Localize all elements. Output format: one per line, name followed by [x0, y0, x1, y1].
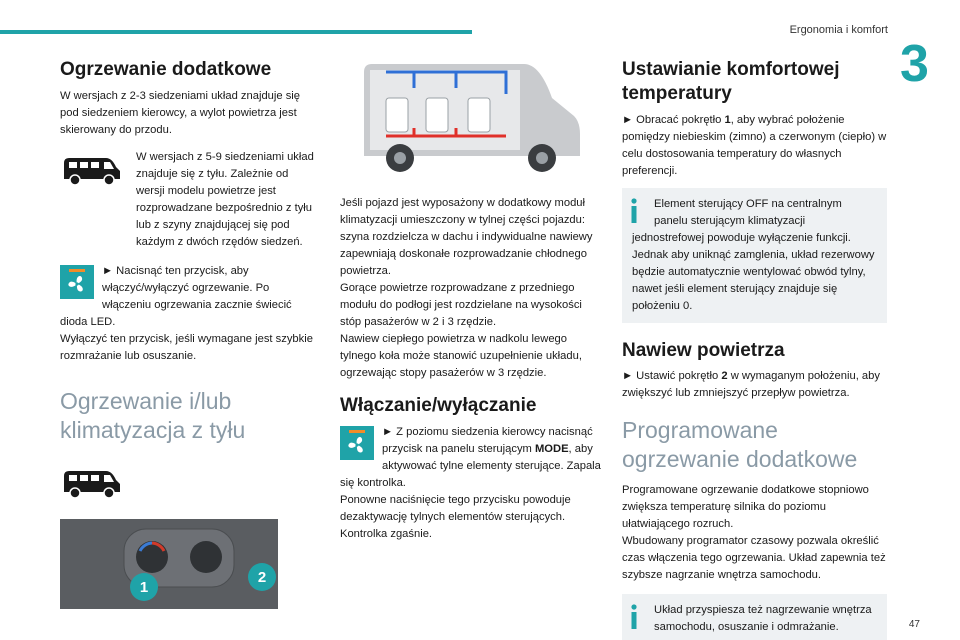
- paragraph: Wyłączyć ten przycisk, jeśli wymagane jest szybkie rozmrażanie lub osuszanie.: [60, 332, 313, 362]
- van-icon: [60, 466, 122, 500]
- header-accent-bar: [0, 30, 472, 34]
- info-icon: [630, 198, 638, 224]
- note-text: Element sterujący OFF na centralnym panelu sterującym klimatyzacji: [654, 197, 842, 227]
- control-panel-image: [60, 519, 278, 609]
- paragraph: Gorące powietrze rozprowadzane z przedniego modułu do podłogi jest rozdzielane na wysokości stóp pasażerów w 2 i 3 rzędzie.: [340, 282, 582, 328]
- paragraph: Programowane ogrzewanie dodatkowe stopniowo zwiększa temperaturę silnika do poziomu ułatwiającego rozruch.: [622, 483, 869, 530]
- info-note: [622, 594, 887, 640]
- fan-icon: [340, 426, 374, 460]
- van-note: [60, 149, 318, 251]
- heading-air-flow: Nawiew powietrza: [622, 339, 785, 361]
- info-note: [622, 188, 887, 323]
- note-text: Układ przyspiesza też nagrzewanie wnętrza samochodu, osuszanie i odmrażanie.: [654, 603, 872, 633]
- note-text: jednostrefowej powoduje wyłączenie funkcji. Jednak aby uniknąć zamglenia, układ rezerwowy będzie automatycznie wentylować obwód tylny, nawet jeśli element sterujący znajduje się położeniu 0.: [632, 231, 875, 312]
- paragraph: Jeśli pojazd jest wyposażony w dodatkowy moduł klimatyzacji umieszczony w tylnej części pojazdu: szyna rozdzielcza w dachu i indywidualne nawiewy zapewniają doskonałe rozprowadzanie chłodnego powietrza.: [340, 197, 593, 277]
- heading-auxiliary-heating: Ogrzewanie dodatkowe: [60, 59, 272, 80]
- fan-instruction: [340, 424, 602, 492]
- paragraph: Wbudowany programator czasowy pozwala określić czas włączenia tego ogrzewania. Układ zapewnia też szybsze nagrzanie wnętrza samochodu.: [622, 534, 886, 581]
- panel-label-2: 2: [257, 569, 267, 587]
- van-airflow-image: [356, 58, 584, 178]
- fan-icon: [60, 265, 94, 299]
- paragraph: ► Ustawić pokrętło 2 w wymaganym położeniu, aby zwiększyć lub zmniejszyć przepływ powietrza.: [622, 370, 880, 400]
- paragraph: ► Z poziomu siedzenia kierowcy nacisnąć przycisk na panelu sterującym MODE, aby aktywować tylne elementy sterujące. Zapala się kontrolka.: [340, 425, 601, 489]
- column-3: [622, 58, 887, 640]
- paragraph: ► Obracać pokrętło 1, aby wybrać położenie pomiędzy niebieskim (zimno) a czerwonym (ciepło) w celu dostosowania temperatury do własnych preferencji.: [622, 113, 887, 177]
- paragraph: ► Nacisnąć ten przycisk, aby włączyć/wyłączyć ogrzewanie. Po włączeniu ogrzewania zacznie świecić dioda LED.: [60, 264, 292, 328]
- van-icon: [60, 153, 122, 187]
- panel-label-1: 1: [139, 579, 149, 597]
- paragraph: W wersjach z 5-9 siedzeniami układ znajduje się z tyłu. Zależnie od wersji modelu powietrze jest rozprowadzane bezpośrednio z tyłu lub z szyny znajdującej się pod każdym z dwóch rzędów siedzeń.: [136, 150, 314, 248]
- column-1: [60, 58, 318, 614]
- paragraph: W wersjach z 2-3 siedzeniami układ znajduje się pod siedzeniem kierowcy, a wylot powietrza jest skierowany do przodu.: [60, 89, 301, 136]
- column-2: [340, 58, 602, 543]
- fan-instruction: [60, 263, 318, 331]
- running-header: Ergonomia i komfort: [789, 24, 888, 36]
- heading-comfort-temperature: Ustawianie komfortowej temperatury: [622, 59, 840, 104]
- chapter-number: 3: [900, 35, 929, 93]
- heading-programmable-heating: Programowane ogrzewanie dodatkowe: [622, 417, 858, 472]
- paragraph: Ponowne naciśnięcie tego przycisku powoduje dezaktywację tylnych elementów sterujących. Kontrolka zgaśnie.: [340, 493, 571, 540]
- heading-on-off: Włączanie/wyłączanie: [340, 395, 537, 416]
- paragraph: Nawiew ciepłego powietrza w nadkolu lewego tylnego koła może stanowić uzupełnienie układu, ogrzewając stopy pasażerów w 3 rzędzie.: [340, 333, 582, 379]
- info-icon: [630, 604, 638, 630]
- heading-rear-heating-ac: Ogrzewanie i/lub klimatyzacja z tyłu: [60, 387, 246, 443]
- page-number: 47: [908, 619, 920, 630]
